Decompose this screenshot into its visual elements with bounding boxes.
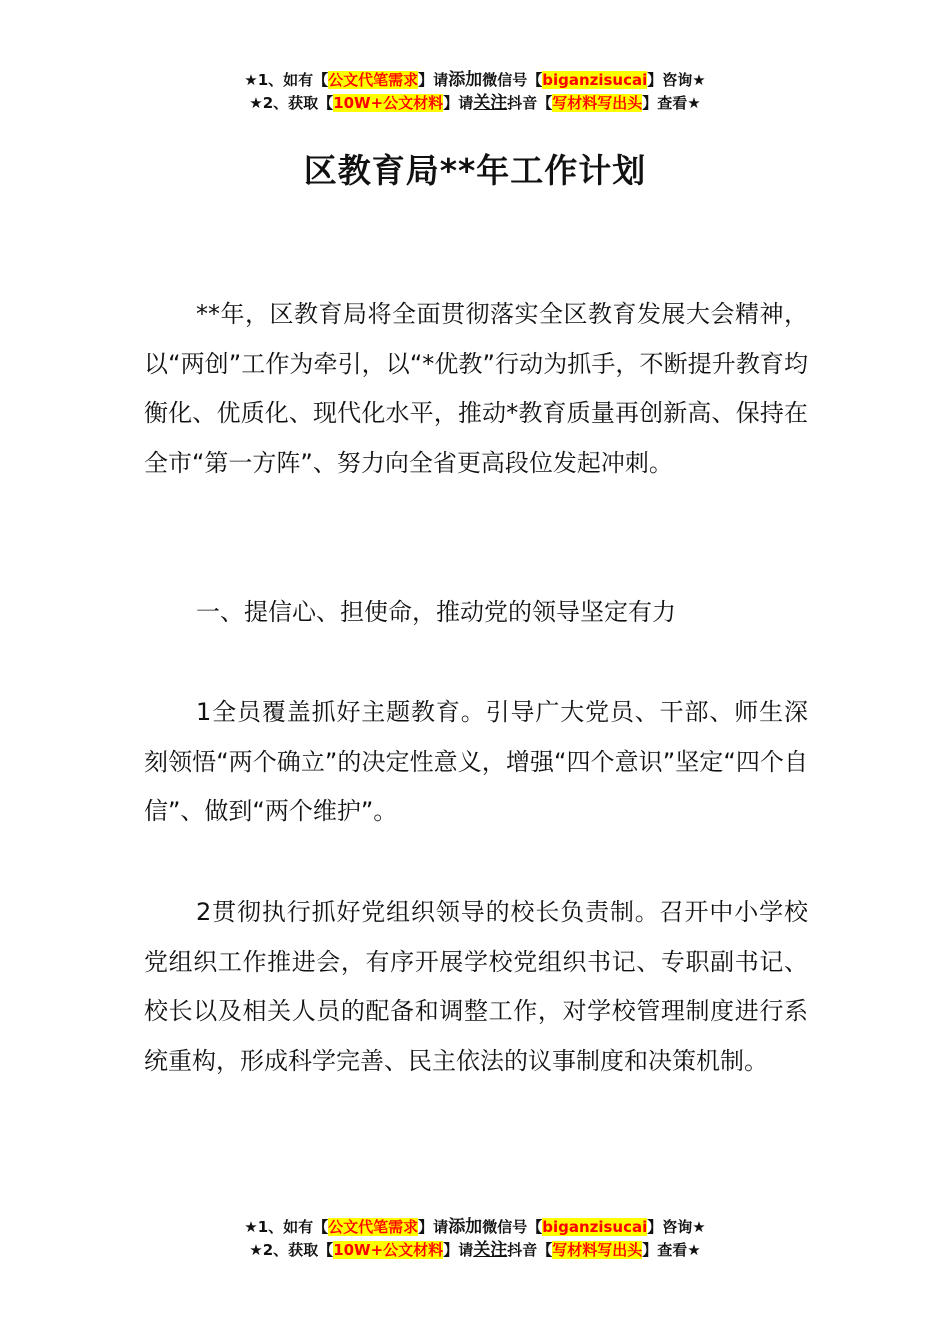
banner-text: ★1、如有【 [244,71,329,89]
footer-banner [0,1216,950,1262]
banner-emphasis: 关注 [473,93,508,113]
intro-paragraph: **年，区教育局将全面贯彻落实全区教育发展大会精神，以“两创”工作为牵引，以“*优教”行动为抓手，不断提升教育均衡化、优质化、现代化水平，推动*教育质量再创新高、保持在全市“第一方阵”、努力向全省更高段位发起冲刺。 [144,300,808,477]
banner-text: ★2、获取【 [249,94,334,112]
banner-text: 】请 [443,1241,474,1259]
banner-highlight: 10W+公文材料 [333,94,444,112]
banner-text: 】咨询★ [647,71,706,89]
banner-text: ★1、如有【 [244,1218,329,1236]
banner-text: ★2、获取【 [249,1241,334,1259]
banner-highlight-douyin: 写材料写出头 [552,1241,643,1259]
banner-text: 】请 [443,94,474,112]
banner-text: 】咨询★ [647,1218,706,1236]
banner-emphasis: 添加 [448,70,483,90]
banner-highlight: 公文代笔需求 [328,1218,419,1236]
section-heading: 一、提信心、担使命，推动党的领导坚定有力 [196,598,676,626]
banner-highlight-wechat: biganzisucai [542,1218,648,1236]
item-paragraph-2: 2贯彻执行抓好党组织领导的校长负责制。召开中小学校党组织工作推进会，有序开展学校党组织书记、专职副书记、校长以及相关人员的配备和调整工作，对学校管理制度进行系统重构，形成科学完善、民主依法的议事制度和决策机制。 [144,898,808,1075]
item-paragraph-1: 1全员覆盖抓好主题教育。引导广大党员、干部、师生深刻领悟“两个确立”的决定性意义，增强“四个意识”坚定“四个自信”、做到“两个维护”。 [144,698,808,826]
banner-highlight-douyin: 写材料写出头 [552,94,643,112]
banner-line-1 [0,1216,950,1239]
banner-text: 】请 [418,1218,449,1236]
banner-highlight-wechat: biganzisucai [542,71,648,89]
banner-text: 微信号【 [482,71,543,89]
banner-line-1 [0,69,950,92]
banner-highlight: 10W+公文材料 [333,1241,444,1259]
banner-highlight: 公文代笔需求 [328,71,419,89]
banner-text: 】查看★ [642,94,701,112]
banner-line-2 [0,1239,950,1262]
banner-text: 微信号【 [482,1218,543,1236]
banner-text: 】查看★ [642,1241,701,1259]
banner-text: 抖音【 [507,1241,553,1259]
document-title: 区教育局**年工作计划 [303,151,647,190]
banner-emphasis: 添加 [448,1217,483,1237]
header-banner [0,69,950,115]
banner-line-2 [0,92,950,115]
banner-emphasis: 关注 [473,1240,508,1260]
banner-text: 】请 [418,71,449,89]
banner-text: 抖音【 [507,94,553,112]
